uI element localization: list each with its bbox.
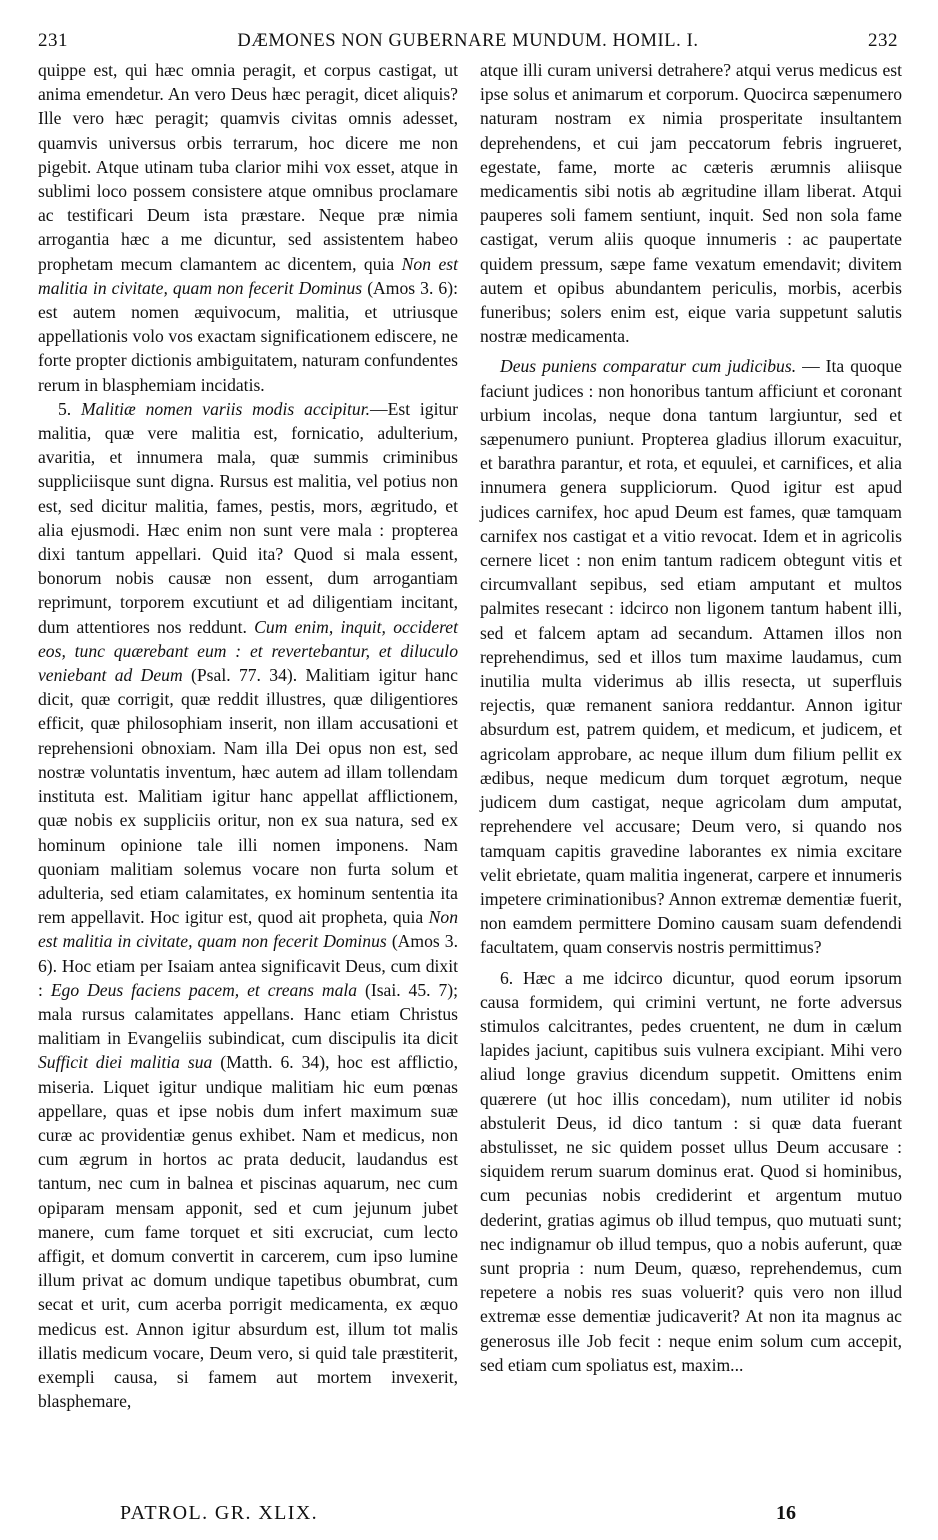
section-number: 5. (58, 398, 82, 419)
paragraph: atque illi curam universi detrahere? atqui verus medicus est ipse solus et animarum et corporum. Quocirca sæpenumero naturam nostram ex nimia prosperitate insultantem deprehendens, et cui jam peccatorum febris ingrueret, egestate, fame, morte ac cæteris ærumnis aliisque medicamentis sibi notis ab ægritudine illam liberat. Atqui pauperes soli famem sentiunt, inquit. Sed non sola fame castigat, verum aliis quoque innumeris : ac paupertate quidem pressum, sæpe fame vexatum emendavit; divitem autem et opibus abundantem periculis, morbis, acerbis funeribus; solers enim est, eique varia suppetunt salutis nostræ medicamenta. (480, 60, 902, 347)
text-run: . Malitiam igitur hanc dicit, quæ corrigit, quæ reddit illustres, quæ diligentiores efficit, quæ philosophiam inserit, non illam accusationi et reprehensioni obnoxiam. Nam illa Dei opus non est, sed nostræ voluntatis inventum, hæc autem ad illam tollendam instituta est. Malitiam igitur hanc appellat afflictionem, quæ nobis ex suppliciis oritur, non ex sua natura, sed ex hominum opinione tale illi nomen imponens. Nam quoniam malitiam solemus vocare non furta solum et adulteria, sed etiam calamitates, ex hominum sententia ita rem appellavit. Hoc igitur est, quod ait propheta, quia (38, 665, 458, 928)
text-run: : est autem nomen æquivocum, malitia, et utriusque appellationis volo vos exactam significationem ediscere, ne forte propter dictionis ambiguitatem, naturam confundentes rerum in blasphemiam incidatis. (38, 277, 458, 395)
page-number-right: 232 (868, 30, 898, 51)
scripture-quote: Sufficit diei malitia sua (38, 1052, 213, 1073)
running-title: DÆMONES NON GUBERNARE MUNDUM. HOMIL. I. (237, 31, 699, 51)
citation: (Matth. 6. 34) (212, 1052, 326, 1073)
paragraph: 6. Hæc a me idcirco dicuntur, quod eorum ipsorum causa formidem, qui crimini vertunt, ne forte adversus stimulos calcitrantes, pedes cruentent, ne dum in cælum lapides jaciunt, capitibus suis vulnera excipiant. Mihi vero aliud longe gravius dicendum suppetit. Omittens enim quærere (ut hoc illis concedam), num utiliter id nobis abstulerit Deus, id dico tantum : si quæ data fuerant abstulisset, ne sic quidem posset ullus Deum accusare : siquidem rerum suarum dominus erat. Quod si hominibus, cum pecunias nobis crediderint et argentum mutuo dederint, gratias agimus ob illud tempus, quo mutuati sunt; nec indignamur ob illud tempus, quo a nobis auferunt, quæ sunt propria : num Deum, quæso, reprehendemus, cum repetere a nobis res suas voluerit? quis vero non illud extremæ esse dementiæ judicaverit? At non ita magnus ac generosus ille Job fecit : neque enim solum cum accepit, sed etiam cum spoliatus est, maxim... (480, 967, 902, 1375)
text-run: quippe est, qui hæc omnia peragit, et corpus castigat, ut anima emendetur. An vero Deus hæc peragit, dicet aliquis? Ille vero hæc peragit; quamvis civitas omnis adesset, quamvis universus orbis terrarum, hoc dicere me non pigebit. Atque utinam tuba clarior mihi vox esset, atque in sublimi loco possem consistere atque omnibus proclamare ac testificari Deum ista præstare. Neque præ nimia arrogantia hæc a me dicuntur, sed assistentem habeo prophetam mecum clamantem ac dicentem, quia (38, 60, 458, 274)
paragraph (38, 58, 458, 397)
right-column (480, 58, 902, 1377)
left-column (38, 58, 458, 1413)
text-run: . Hoc etiam per Isaiam antea significavit Deus, cum dixit : (38, 955, 458, 1000)
text-run: , hoc est afflictio, miseria. Liquet igitur undique malitiam hic eum pœnas appellare, quas et ipse nobis dum infert maximum suæ curæ ac providentiæ genus exhibet. Nam et medicus, non cum ægrum in hortos ac prata deducit, laudandus est tantum, nec cum in balnea et piscinas aquarum, nec cum opiparam mensam apponit, sed et cum jejunum jubet manere, cum fame torquet et siti excruciat, cum lecto affigit, et domum convertit in carcerem, cum ipso lumine illum privat ac domum undique tapetibus obumbrat, cum secat et urit, cum acerba porrigit medicamenta, ex æquo medicus est. Annon igitur absurdum est, illum tot malis illatis medicum vocare, Deum vero, si quid tale præstiterit, exempli causa, si famem aut mortem invexerit, blasphemare, (38, 1052, 458, 1412)
citation: (Amos 3. 6) (362, 277, 454, 298)
sheet-number: 16 (776, 1502, 796, 1524)
paragraph (38, 397, 458, 1414)
paragraph (480, 354, 902, 959)
running-header (38, 30, 898, 54)
citation: (Amos 3. 6) (38, 931, 458, 976)
section-heading: Deus puniens comparatur cum judicibus. (500, 356, 797, 377)
text-run: —Est igitur malitia, quæ vere malitia est, fornicatio, adulterium, avaritia, et innumera mala, quæ summis criminibus suppliciisque sunt digna. Rursus est malitia, vel potius non est, sed dicitur malitia, fames, pestis, mors, ægritudo, et alia ejusmodi. Hæc enim non sunt vere mala : propterea dixi tantum appellari. Quid ita? Quod si mala essent, bonorum nobis causæ non essent, dum arrogantiam reprimunt, torporem excutiunt et ad diligentiam incitant, dum attentiores nos reddunt. (38, 398, 459, 637)
citation: (Psal. 77. 34) (182, 665, 293, 686)
printer-signature: PATROL. GR. XLIX. (120, 1502, 319, 1524)
section-heading: Malitiæ nomen variis modis accipitur. (81, 398, 370, 419)
scripture-quote: Cum enim, inquit, occideret eos, tunc quærebant eum : et revertebantur, et diluculo veniebant ad Deum (38, 616, 458, 686)
scripture-quote: Non est malitia in civitate, quam non fecerit Dominus (38, 253, 458, 298)
text-run: ; mala rursus calamitates appellans. Hanc etiam Christus malitiam in Evangeliis subindicat, cum discipulis ita dicit (38, 979, 458, 1049)
page-footer (38, 1502, 898, 1528)
citation: (Isai. 45. 7) (357, 979, 454, 1000)
text-run: — Ita quoque faciunt judices : non honoribus tantum afficiunt et coronant urbium incolas, neque dona tantum largiuntur, sed et sæpenumero puniunt. Propterea gladius illorum exacuitur, et barathra parantur, et rota, et equulei, et carnifices, et alia innumera genera suppliciorum. Quod igitur est apud judices carnifex, hoc apud Deum est fames, quæ tamquam carnifex nos castigat et a vitio revocat. Idem et in agricolis cernere licet : non enim tantum radicem obtegunt vitis et circumvallant sepibus, sed etiam amputant et multos palmites resecant : idcirco non ligonem tantum habent illi, sed et falcem aptam ad secandum. Attamen illos non reprehendimus, sed et illos tum maxime laudamus, cum inutilia multa viderimus ab illis resecta, ut superfluis rejectis, quæ remanent saniora reddantur. Annon igitur absurdum est, patrem quidem, et medicum, et judicem, et agricolam approbare, ac neque illum dum filium pellit ex ædibus, neque medicum dum torquet ægrotum, neque judicem dum castigat, neque agricolam dum amputat, reprehendere vel accusare; Deum vero, si quando nos tamquam capitis gravedine laborantes ex nimia excitare velit ebrietate, quam malitia ingenerat, carpere et innumeris impetere criminationibus? Annon extremæ dementiæ fuerit, non eamdem permittere Domino causam suam defendendi facultatem, quam conservis nostris permittimus? (480, 356, 902, 958)
scripture-quote: Non est malitia in civitate, quam non fecerit Dominus (38, 907, 458, 952)
scripture-quote: Ego Deus faciens pacem, et creans mala (50, 979, 358, 1000)
page-number-left: 231 (38, 30, 68, 51)
